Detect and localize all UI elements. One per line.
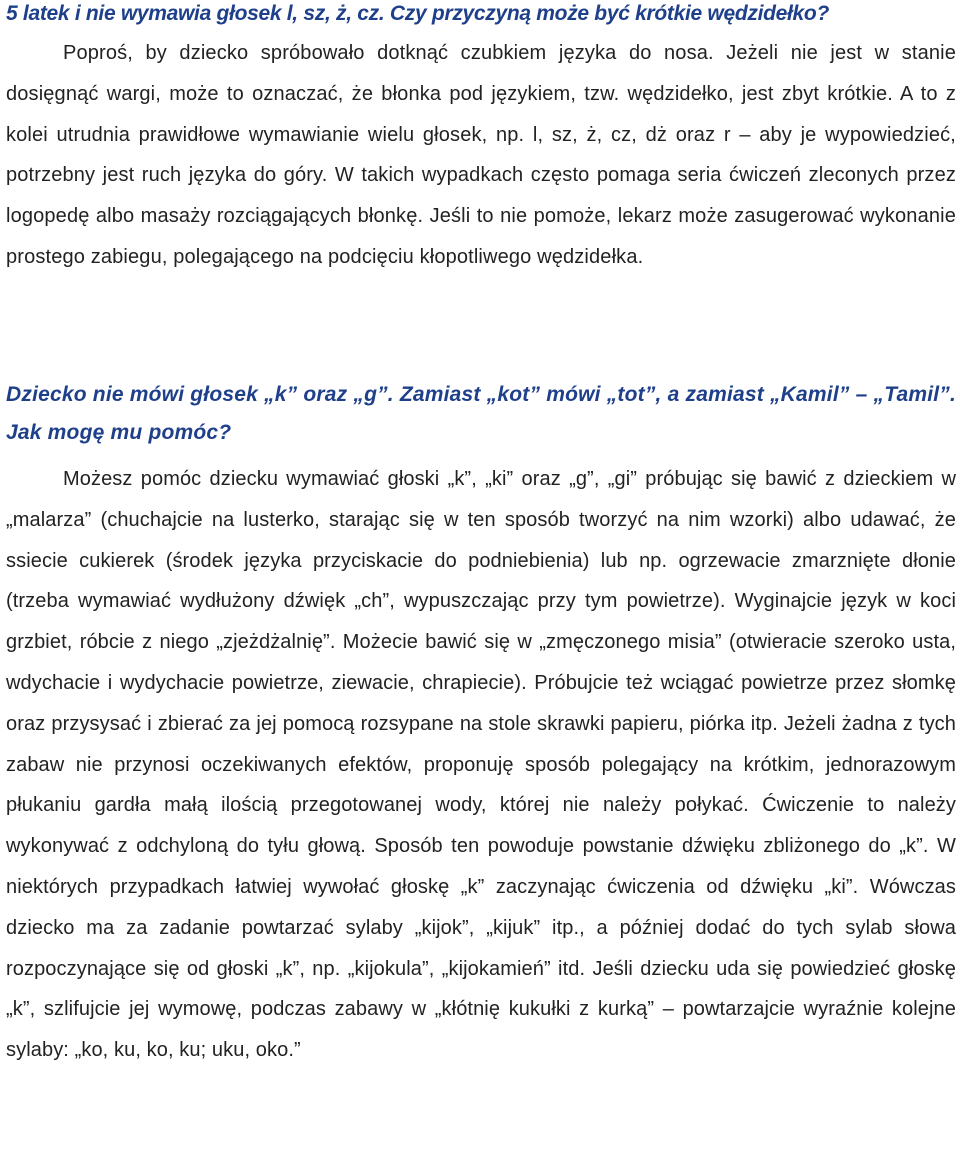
paragraph-k-g-exercises: Możesz pomóc dziecku wymawiać głoski „k”, „ki” oraz „g”, „gi” próbując się bawić z dzieckiem w „malarza” (chuchajcie na lusterko, starając się w ten sposób tworzyć na nim wzorki) albo udawać, że ssiecie cukierek (środek języka przyciskacie do podniebienia) lub np. ogrzewacie zmarznięte dłonie (trzeba wymawiać wydłużony dźwięk „ch”, wypuszczając przy tym powietrze). Wyginajcie język w koci grzbiet, róbcie z niego „zjeżdżalnię”. Możecie bawić się w „zmęczonego misia” (otwieracie szeroko usta, wdychacie i wydychacie powietrze, ziewacie, chrapiecie). Próbujcie też wciągać powietrze przez słomkę oraz przysysać i zbierać za jej pomocą rozsypane na stole skrawki papieru, piórka itp. Jeżeli żadna z tych zabaw nie przynosi oczekiwanych efektów, proponuję sposób polegający na krótkim, jednorazowym płukaniu gardła małą ilością przegotowanej wody, której nie należy połykać. Ćwiczenie to należy wykonywać z odchyloną do tyłu głową. Sposób ten powoduje powstanie dźwięku zbliżonego do „k”. W niektórych przypadkach łatwiej wywołać głoskę „k” zaczynając ćwiczenia od dźwięku „ki”. Wówczas dziecko ma za zadanie powtarzać sylaby „kijok”, „kijuk” itp., a później dodać do tych sylab słowa rozpoczynające się od głoski „k”, np. „kijokula”, „kijokamień” itd. Jeśli dziecku uda się powiedzieć głoskę „k”, szlifujcie jej wymowę, podczas zabawy w „kłótnię kukułki z kurką” – powtarzajcie wyraźnie kolejne sylaby: „ko, ku, ko, ku; uku, oko.” [6,468,956,1062]
paragraph-frenulum: Poproś, by dziecko spróbowało dotknąć czubkiem języka do nosa. Jeżeli nie jest w stanie dosięgnąć wargi, może to oznaczać, że błonka pod językiem, tzw. wędzidełko, jest zbyt krótkie. A to z kolei utrudnia prawidłowe wymawianie wielu głosek, np. l, sz, ż, cz, dż oraz r – aby je wypowiedzieć, potrzebny jest ruch języka do góry. W takich wypadkach często pomaga seria ćwiczeń zleconych przez logopedę albo masaży rozciągających błonkę. Jeśli to nie pomoże, lekarz może zasugerować wykonanie prostego zabiegu, polegającego na podcięciu kłopotliwego wędzidełka. [6,42,956,268]
section-heading-lisp: 5 latek i nie wymawia głosek l, sz, ż, cz. Czy przyczyną może być krótkie wędzidełko? [6,2,829,25]
section-heading-k-g: Dziecko nie mówi głosek „k” oraz „g”. Zamiast „kot” mówi „tot”, a zamiast „Kamil” – „Tamil”. Jak mogę mu pomóc? [6,383,957,444]
